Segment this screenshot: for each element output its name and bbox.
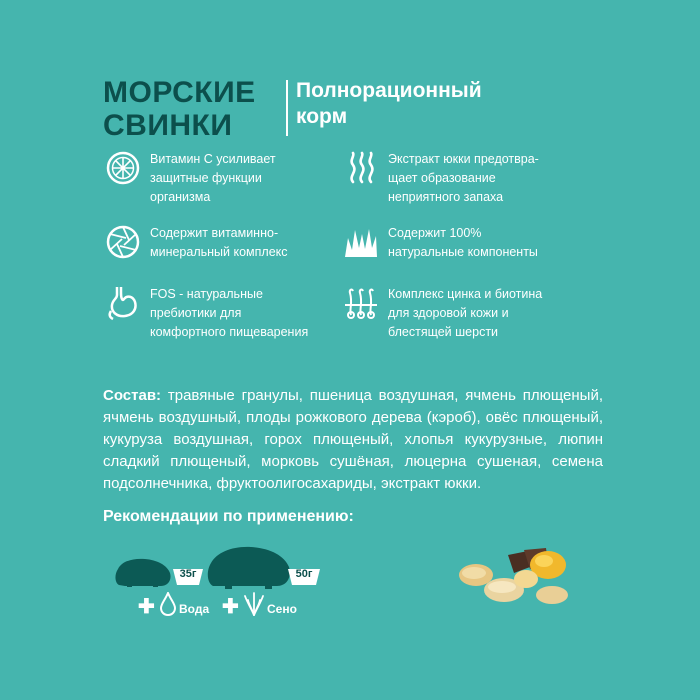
feature-line: неприятного запаха <box>388 190 504 204</box>
hair-follicle-icon <box>343 285 379 321</box>
feature-line: Экстракт юкки предотвра- <box>388 152 539 166</box>
feature-line: щает образование <box>388 171 496 185</box>
large-guinea-pig-icon <box>205 543 293 596</box>
grass-icon <box>343 224 379 260</box>
feature-text <box>388 285 578 342</box>
feature-line: для здоровой кожи и <box>388 306 509 320</box>
feature-line: минеральный комплекс <box>150 245 288 259</box>
small-guinea-pig-icon <box>113 555 173 594</box>
large-portion-label: 50г <box>295 568 313 580</box>
feature-line: FOS - натуральные <box>150 287 263 301</box>
feature-line: комфортного пищеварения <box>150 325 309 339</box>
title-line-1: МОРСКИЕ <box>103 76 256 109</box>
recommendation-title: Рекомендации по применению: <box>103 508 354 525</box>
feature-line: организма <box>150 190 211 204</box>
composition-body: травяные гранулы, пшеница воздушная, ячмень плющеный, ячмень воздушный, плоды рожкового дерева (кэроб), овёс плющеный, кукуруза воздушная, горох плющеный, хлопья кукурузные, люпин сладкий плющеный, морковь сушёная, люцерна сушеная, семена подсолнечника, фруктоолигосахариды, экстракт юкки. <box>103 387 603 492</box>
feature-text <box>150 285 340 342</box>
subtitle-line-2: корм <box>296 105 348 128</box>
hay-label: Сено <box>267 602 297 616</box>
title-line-2: СВИНКИ <box>103 109 233 142</box>
feature-text <box>150 150 340 207</box>
composition-label: Состав: <box>103 387 162 404</box>
food-mix-image <box>456 545 576 615</box>
feature-line: Содержит витаминно- <box>150 226 279 240</box>
water-drop-icon <box>160 592 176 621</box>
feature-line: Содержит 100% <box>388 226 482 240</box>
small-portion-bowl <box>172 566 204 586</box>
feature-line: защитные функции <box>150 171 262 185</box>
vitamin-aperture-icon <box>105 224 141 260</box>
citrus-icon <box>105 150 141 186</box>
subtitle-line-1: Полнорационный <box>296 79 482 102</box>
title-divider <box>286 80 288 136</box>
feature-line: Комплекс цинка и биотина <box>388 287 543 301</box>
feature-line: Витамин С усиливает <box>150 152 276 166</box>
water-label: Вода <box>179 602 210 616</box>
large-portion-bowl <box>287 566 321 586</box>
feature-text <box>150 224 340 262</box>
hay-icon <box>243 590 265 621</box>
feature-line: пребиотики для <box>150 306 242 320</box>
composition-text <box>103 385 603 495</box>
feature-line: блестящей шерсти <box>388 325 499 339</box>
feature-line: натуральные компоненты <box>388 245 538 259</box>
odor-waves-icon <box>343 150 379 186</box>
small-portion-label: 35г <box>179 568 197 580</box>
product-title <box>103 76 283 142</box>
plus-icon: ✚ <box>222 596 239 618</box>
stomach-icon <box>105 285 141 321</box>
product-subtitle <box>296 78 596 130</box>
feature-text <box>388 224 578 262</box>
feature-text <box>388 150 578 207</box>
plus-icon: ✚ <box>138 596 155 618</box>
